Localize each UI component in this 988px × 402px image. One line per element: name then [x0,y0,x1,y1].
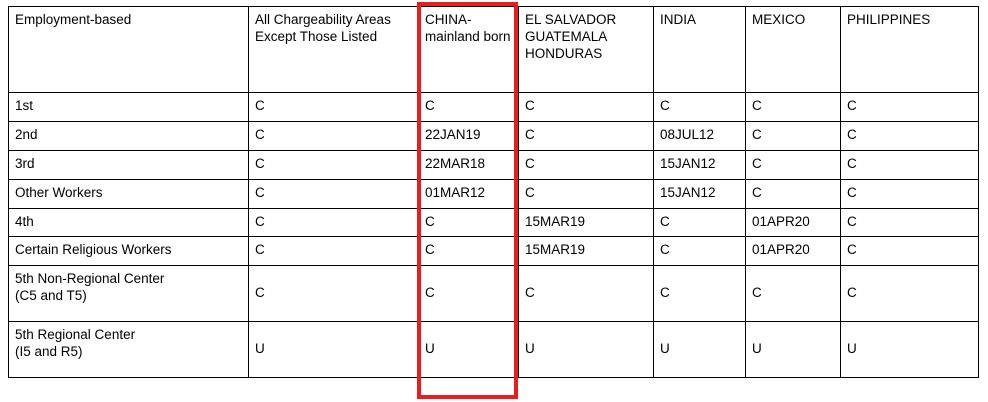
cell-mexico: 01APR20 [746,208,841,237]
column-header-india: INDIA [654,7,746,93]
cell-china: 22JAN19 [419,121,519,150]
cell-philippines: C [841,150,979,179]
row-label: 2nd [9,121,249,150]
cell-el-salvador: U [519,322,654,378]
cell-all-chargeability: C [249,237,419,266]
cell-philippines: C [841,179,979,208]
cell-china: C [419,208,519,237]
row-label: Other Workers [9,179,249,208]
table-row [9,179,979,208]
table-header-row [9,7,979,93]
cell-mexico: 01APR20 [746,237,841,266]
row-label-line1: 5th Regional Center [15,327,136,343]
cell-india: C [654,93,746,122]
cell-el-salvador: C [519,179,654,208]
table-row [9,150,979,179]
row-label-line2: (I5 and R5) [15,344,83,360]
cell-all-chargeability: C [249,208,419,237]
cell-el-salvador: 15MAR19 [519,208,654,237]
column-header-philippines: PHILIPPINES [841,7,979,93]
table-row [9,322,979,378]
cell-india: 15JAN12 [654,150,746,179]
table-row [9,208,979,237]
cell-india: 15JAN12 [654,179,746,208]
cell-philippines: U [841,322,979,378]
cell-mexico: C [746,121,841,150]
cell-philippines: C [841,93,979,122]
cell-el-salvador: 15MAR19 [519,237,654,266]
cell-india: C [654,237,746,266]
cell-all-chargeability: C [249,121,419,150]
cell-mexico: U [746,322,841,378]
column-header-employment-based: Employment-based [9,7,249,93]
cell-el-salvador: C [519,266,654,322]
row-label: 4th [9,208,249,237]
cell-el-salvador: C [519,93,654,122]
column-header-el-salvador-guatemala-honduras: EL SALVADOR GUATEMALA HONDURAS [519,7,654,93]
cell-philippines: C [841,208,979,237]
cell-india: C [654,208,746,237]
table-row [9,266,979,322]
row-label-line2: (C5 and T5) [15,288,87,304]
cell-all-chargeability: C [249,93,419,122]
cell-china: C [419,93,519,122]
cell-el-salvador: C [519,121,654,150]
row-label: Certain Religious Workers [9,237,249,266]
cell-china: 01MAR12 [419,179,519,208]
table-row [9,121,979,150]
cell-india: C [654,266,746,322]
table-header [9,7,979,93]
row-label [9,322,249,378]
cell-el-salvador: C [519,150,654,179]
cell-all-chargeability: C [249,179,419,208]
table-row [9,93,979,122]
row-label: 1st [9,93,249,122]
table-row [9,237,979,266]
cell-india: U [654,322,746,378]
table-body [9,93,979,378]
cell-india: 08JUL12 [654,121,746,150]
cell-all-chargeability: C [249,150,419,179]
column-header-china-mainland-born: CHINA-mainland born [419,7,519,93]
cell-mexico: C [746,179,841,208]
cell-philippines: C [841,266,979,322]
column-header-all-chargeability-areas: All Chargeability Areas Except Those Listed [249,7,419,93]
cell-all-chargeability: C [249,266,419,322]
cell-mexico: C [746,93,841,122]
row-label: 3rd [9,150,249,179]
cell-all-chargeability: U [249,322,419,378]
cell-china: C [419,266,519,322]
column-header-mexico: MEXICO [746,7,841,93]
row-label [9,266,249,322]
cell-china: 22MAR18 [419,150,519,179]
cell-china: C [419,237,519,266]
row-label-line1: 5th Non-Regional Center [15,271,165,287]
cell-philippines: C [841,121,979,150]
cell-china: U [419,322,519,378]
visa-bulletin-table [8,6,979,378]
cell-mexico: C [746,150,841,179]
cell-mexico: C [746,266,841,322]
cell-philippines: C [841,237,979,266]
